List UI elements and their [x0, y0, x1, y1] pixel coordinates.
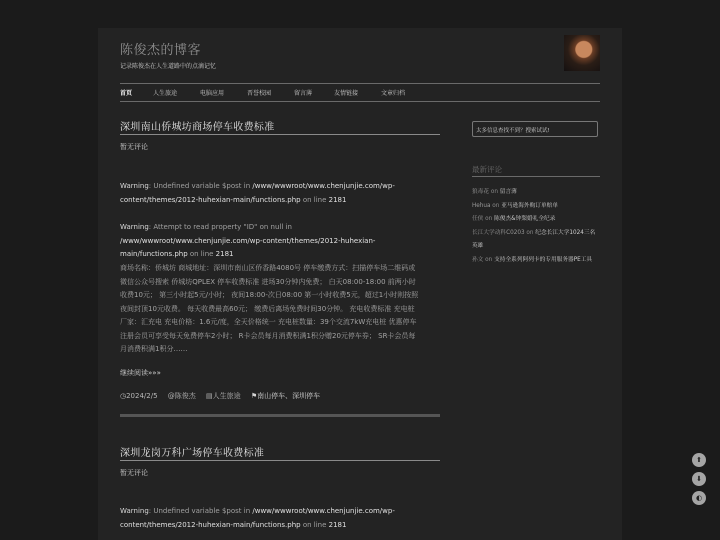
comment-author[interactable]: 狼毒花	[472, 189, 490, 195]
warning-path: /www/wwwroot/www.chenjunjie.com/wp-content/themes/2012-huhexian-main/functions.php	[120, 182, 395, 204]
scroll-up-button[interactable]: ⬆	[692, 453, 706, 467]
recent-comment-item	[472, 254, 600, 267]
recent-comment-item	[472, 227, 600, 253]
comment-post-link[interactable]: 陈俊杰&钟梨婚礼全纪录	[494, 216, 556, 222]
warning-path: /www/wwwroot/www.chenjunjie.com/wp-content/themes/2012-huhexian-main/functions.php	[120, 507, 395, 529]
comment-post-link[interactable]: 纪念长江大学1024三名英雄	[472, 230, 596, 249]
post-comments-link[interactable]: 暂无评论	[120, 143, 148, 151]
warning-online: on line	[187, 250, 216, 258]
post-warning	[120, 505, 420, 532]
warning-line: 2181	[328, 520, 347, 529]
nav-item-guestbook[interactable]: 留言薄	[294, 90, 313, 97]
read-more-link[interactable]: 继续阅读»»»	[120, 369, 161, 377]
recent-comments-title: 最新评论	[472, 165, 502, 174]
warning-line: 2181	[328, 195, 347, 204]
warning-line: 2181	[215, 250, 234, 258]
post-date: ◷2024/2/5	[120, 392, 158, 400]
warning-label: Warning	[120, 182, 149, 190]
search-box[interactable]: 太多信息查找不到？搜索试试!	[472, 121, 598, 137]
post-excerpt: 商场名称：侨城坊 商城地址：深圳市南山区侨香路4080号 停车缴费方式：扫描停车场二维码或微信公众号搜索 侨城坊QPLEX 停车收费标准 进场30分钟内免费； 白天08:00-18:00 前两小时收费10元； 第三小时起5元/小时； 夜间18:00-次日08:00 第一小时收费5元，超过1小时则按照夜间封顶10元收费。 每天收费最高60元； 缴费后离场免费时间30分钟。 充电收费标准 充电桩厂家：汇充电 充电价格：1.6元/度，全天价格统一 充电桩数量：39个交流7kW充电桩 优惠停车 注册会员可享受每天免费停车2小时； R卡会员每月消费积满1积分赠20元停车券； SR卡会员每月消费积满1积分……	[120, 264, 419, 353]
post-separator	[120, 414, 440, 417]
theme-toggle-button[interactable]: ◐	[692, 491, 706, 505]
warning-path: /www/wwwroot/www.chenjunjie.com/wp-content/themes/2012-huhexian-main/functions.php	[120, 236, 376, 258]
recent-comment-item	[472, 200, 558, 209]
comment-on: on	[483, 216, 495, 222]
nav-item-campus[interactable]: 晋誉校园	[247, 90, 272, 97]
recent-comments-divider	[472, 176, 600, 177]
warning-online: on line	[300, 520, 329, 529]
post-meta	[120, 391, 328, 401]
comment-post-link[interactable]: 留言薄	[499, 189, 517, 195]
comment-on: on	[489, 189, 500, 195]
nav-item-home[interactable]: 首页	[120, 90, 133, 97]
nav-item-archive[interactable]: 文章归档	[381, 90, 406, 97]
comment-author[interactable]: 任侠	[472, 216, 484, 222]
warning-text: : Attempt to read property "ID" on null in	[148, 223, 292, 231]
author-avatar	[564, 35, 600, 71]
post-warning	[120, 180, 420, 207]
site-title[interactable]: 陈俊杰的博客	[120, 43, 202, 58]
scroll-down-button[interactable]: ⬇	[692, 472, 706, 486]
comment-on: on	[524, 230, 536, 236]
warning-text: : Undefined variable $post in	[148, 182, 253, 190]
post-title[interactable]: 深圳龙岗万科广场停车收费标准	[120, 448, 265, 459]
post-title-underline	[120, 134, 440, 135]
comment-post-link[interactable]: 亚马逊海外购订单赔单	[501, 203, 559, 209]
comment-author[interactable]: 长江大学动科C0203	[472, 230, 525, 236]
nav-item-computer[interactable]: 电脑应用	[200, 90, 225, 97]
recent-comment-item	[472, 186, 517, 195]
recent-comment-item	[472, 213, 555, 222]
post-tags[interactable]: ⚑南山停车、深圳停车	[250, 392, 321, 400]
warning-label: Warning	[120, 223, 149, 231]
site-description: 记录陈俊杰在人生道路中的点滴记忆	[120, 63, 217, 70]
post-comments-link[interactable]: 暂无评论	[120, 469, 148, 477]
warning-online: on line	[300, 195, 329, 204]
nav-divider-top	[120, 83, 600, 84]
warning-text: : Undefined variable $post in	[148, 507, 253, 515]
comment-on: on	[490, 203, 502, 209]
post-warning	[120, 221, 420, 262]
post-category[interactable]: ▤人生旅途	[206, 392, 241, 400]
nav-item-life[interactable]: 人生旅途	[153, 90, 178, 97]
warning-label: Warning	[120, 507, 149, 515]
nav-item-links[interactable]: 友情链接	[334, 90, 359, 97]
comment-post-link[interactable]: 支持全系列阿列卡的专用服务器PE工具	[494, 257, 593, 263]
post-title-underline	[120, 460, 440, 461]
post-author[interactable]: @陈俊杰	[167, 392, 196, 400]
comment-author[interactable]: Hehua	[472, 203, 491, 209]
comment-on: on	[483, 257, 495, 263]
post-title[interactable]: 深圳南山侨城坊商场停车收费标准	[120, 122, 275, 133]
comment-author[interactable]: 孙文	[472, 257, 484, 263]
nav-divider-bottom	[120, 101, 600, 102]
page-container	[98, 28, 622, 540]
